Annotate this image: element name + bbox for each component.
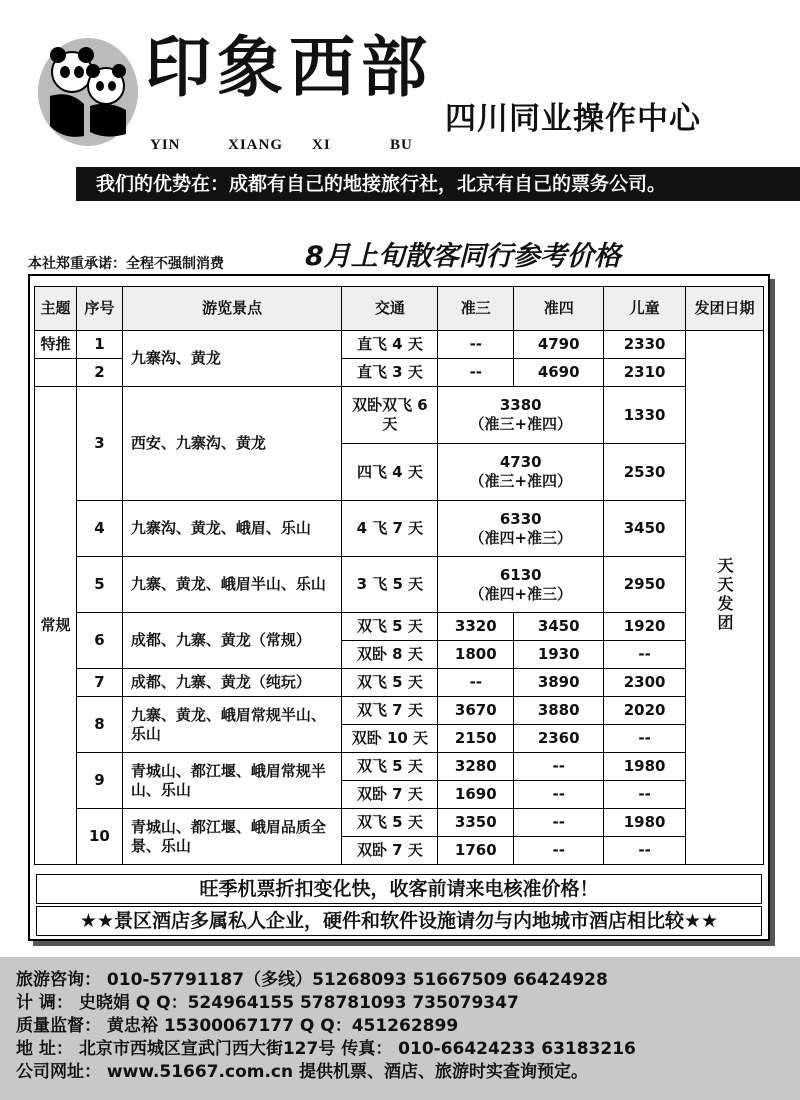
- contact-consult: 旅游咨询： 010-57791187（多线）51268093 51667509 66424928: [16, 970, 608, 990]
- row-combined-price: [438, 444, 604, 501]
- row-z3: 3280: [438, 753, 514, 781]
- row-child: 1980: [604, 753, 686, 781]
- row-child: 1330: [604, 387, 686, 444]
- row-child: --: [604, 641, 686, 669]
- row-no: 9: [76, 753, 122, 809]
- row-child: --: [604, 725, 686, 753]
- price-value: 4730: [499, 453, 542, 471]
- row-z4: 1930: [514, 641, 604, 669]
- header-spots: 游览景点: [122, 287, 342, 331]
- table-row: [35, 331, 764, 359]
- price-note: （准三+准四）: [469, 415, 573, 433]
- price-heading: 8月上旬散客同行参考价格: [305, 241, 621, 272]
- row-child: 2330: [604, 331, 686, 359]
- row-child: 2950: [604, 557, 686, 613]
- row-z4: 2360: [514, 725, 604, 753]
- price-note: （准三+准四）: [469, 472, 573, 490]
- panda-logo: [36, 30, 140, 148]
- row-child: 3450: [604, 501, 686, 557]
- row-transport: 四飞 4 天: [342, 444, 438, 501]
- row-z3: --: [438, 669, 514, 697]
- row-z3: --: [438, 359, 514, 387]
- row-transport: 直飞 4 天: [342, 331, 438, 359]
- row-no: 1: [76, 331, 122, 359]
- row-spots: 九寨、黄龙、峨眉常规半山、乐山: [122, 697, 342, 753]
- row-no: 3: [76, 387, 122, 501]
- row-z4: --: [514, 809, 604, 837]
- row-z3: 2150: [438, 725, 514, 753]
- table-row: [35, 753, 764, 781]
- row-spots: 九寨沟、黄龙: [122, 331, 342, 387]
- departure-text: 天天发团: [715, 557, 735, 633]
- price-table: [34, 286, 764, 865]
- advantage-banner: 我们的优势在：成都有自己的地接旅行社，北京有自己的票务公司。: [76, 167, 800, 201]
- brand-title: 印象西部: [145, 28, 433, 106]
- row-z4: 4790: [514, 331, 604, 359]
- table-row: [35, 501, 764, 557]
- header-child: 儿童: [604, 287, 686, 331]
- table-row: [35, 809, 764, 837]
- row-no: 10: [76, 809, 122, 865]
- row-no: 8: [76, 697, 122, 753]
- row-no: 5: [76, 557, 122, 613]
- row-child: --: [604, 781, 686, 809]
- row-z4: 3450: [514, 613, 604, 641]
- table-row: [35, 387, 764, 444]
- row-z4: --: [514, 781, 604, 809]
- row-child: 2020: [604, 697, 686, 725]
- price-note: （准四+准三）: [469, 528, 573, 547]
- row-child: 2530: [604, 444, 686, 501]
- row-transport: 双飞 5 天: [342, 809, 438, 837]
- contact-planner: 计 调： 史晓娟 Q Q：524964155 578781093 735079347: [16, 993, 519, 1013]
- table-row: [35, 697, 764, 725]
- row-z4: --: [514, 837, 604, 865]
- row-spots: 青城山、都江堰、峨眉常规半山、乐山: [122, 753, 342, 809]
- row-z4: 3880: [514, 697, 604, 725]
- pinyin-bu: BU: [390, 137, 413, 153]
- row-transport: 4 飞 7 天: [342, 501, 438, 557]
- table-row: [35, 613, 764, 641]
- row-z4: 3890: [514, 669, 604, 697]
- table-header-row: [35, 287, 764, 331]
- table-row: [35, 669, 764, 697]
- row-spots: 九寨沟、黄龙、峨眉、乐山: [122, 501, 342, 557]
- price-value: 6330: [499, 509, 542, 528]
- pinyin-xi: XI: [312, 137, 331, 153]
- pinyin-yin: YIN: [150, 137, 181, 153]
- header-transport: 交通: [342, 287, 438, 331]
- row-no: 4: [76, 501, 122, 557]
- contact-panel: [0, 957, 800, 1100]
- contact-address: 地 址： 北京市西城区宣武门西大街127号 传真： 010-66424233 63183216: [16, 1039, 636, 1059]
- header-theme: 主题: [35, 287, 77, 331]
- hotel-note: ★★景区酒店多属私人企业，硬件和软件设施请勿与内地城市酒店相比较★★: [36, 906, 762, 936]
- row-transport: 双卧 10 天: [342, 725, 438, 753]
- row-transport: 双飞 5 天: [342, 669, 438, 697]
- table-row: [35, 557, 764, 613]
- row-no: 6: [76, 613, 122, 669]
- price-value: 6130: [499, 565, 542, 584]
- header-no: 序号: [76, 287, 122, 331]
- row-combined-price: [438, 501, 604, 557]
- row-child: 1920: [604, 613, 686, 641]
- row-child: 2300: [604, 669, 686, 697]
- row-z3: 1800: [438, 641, 514, 669]
- price-note: （准四+准三）: [469, 584, 573, 603]
- row-z3: 1760: [438, 837, 514, 865]
- row-no: 7: [76, 669, 122, 697]
- row-z3: 3350: [438, 809, 514, 837]
- row-spots: 西安、九寨沟、黄龙: [122, 387, 342, 501]
- row-transport: 双飞 7 天: [342, 697, 438, 725]
- price-value: 3380: [499, 396, 542, 414]
- row-spots: 成都、九寨、黄龙（纯玩）: [122, 669, 342, 697]
- row-z4: 4690: [514, 359, 604, 387]
- row-combined-price: [438, 387, 604, 444]
- contact-website: 公司网址： www.51667.com.cn 提供机票、酒店、旅游时实查询预定。: [16, 1062, 589, 1082]
- row-z3: 1690: [438, 781, 514, 809]
- row-combined-price: [438, 557, 604, 613]
- header-departure: 发团日期: [686, 287, 764, 331]
- pinyin-xiang: XIANG: [228, 137, 284, 153]
- departure-cell: [686, 331, 764, 865]
- row-transport: 双卧 8 天: [342, 641, 438, 669]
- row-spots: 青城山、都江堰、峨眉品质全景、乐山: [122, 809, 342, 865]
- header-z4: 准四: [514, 287, 604, 331]
- row-spots: 九寨、黄龙、峨眉半山、乐山: [122, 557, 342, 613]
- row-z3: 3670: [438, 697, 514, 725]
- promise-text: 本社郑重承诺：全程不强制消费: [28, 256, 224, 272]
- subtitle: 四川同业操作中心: [445, 101, 701, 137]
- row-z3: --: [438, 331, 514, 359]
- row-child: 1980: [604, 809, 686, 837]
- theme-regular: 常规: [35, 387, 77, 865]
- airfare-note: 旺季机票折扣变化快，收客前请来电核准价格！: [36, 874, 762, 904]
- row-z4: --: [514, 753, 604, 781]
- row-no: 2: [76, 359, 122, 387]
- row-transport: 双卧 7 天: [342, 837, 438, 865]
- row-transport: 双飞 5 天: [342, 753, 438, 781]
- contact-quality: 质量监督： 黄忠裕 15300067177 Q Q：451262899: [16, 1016, 459, 1036]
- row-transport: 3 飞 5 天: [342, 557, 438, 613]
- row-child: 2310: [604, 359, 686, 387]
- row-transport: 直飞 3 天: [342, 359, 438, 387]
- row-spots: 成都、九寨、黄龙（常规）: [122, 613, 342, 669]
- theme-special: 特推: [35, 331, 77, 359]
- row-transport: 双飞 5 天: [342, 613, 438, 641]
- header-z3: 准三: [438, 287, 514, 331]
- row-transport: 双卧 7 天: [342, 781, 438, 809]
- row-transport: 双卧双飞 6 天: [342, 387, 438, 444]
- row-z3: 3320: [438, 613, 514, 641]
- row-child: --: [604, 837, 686, 865]
